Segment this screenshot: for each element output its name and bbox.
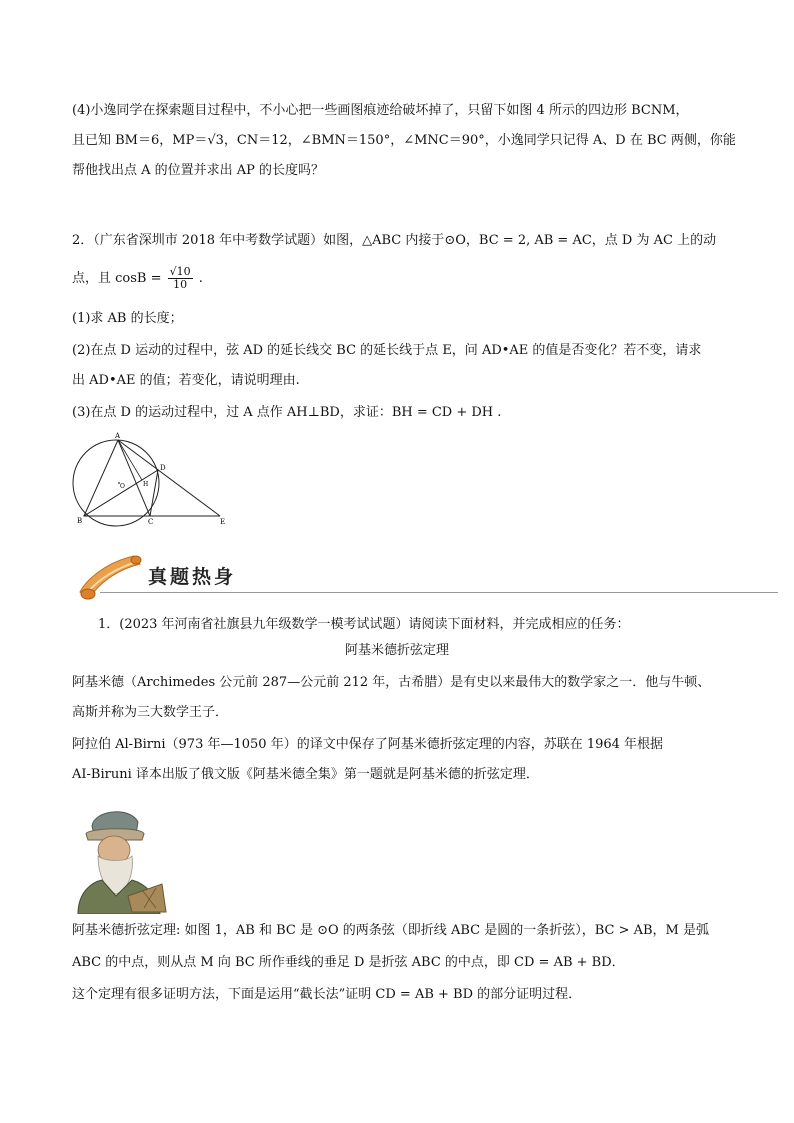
label-o: O (120, 483, 125, 490)
q-prev-part4-line3: 帮他找出点 A 的位置并求出 AP 的长度吗？ (72, 163, 325, 178)
label-a: A (115, 432, 121, 440)
label-d: D (160, 464, 166, 472)
triangle-abc (84, 440, 150, 516)
q1-p3b: ABC 的中点，则从点 M 向 BC 所作垂线的垂足 D 是折弦 ABC 的中点，即 CD = AB + BD． (72, 955, 625, 970)
geometry-figure (70, 428, 230, 528)
line-cd (150, 470, 158, 516)
q1-p2b: AI-Biruni 译本出版了俄文版《阿基米德全集》第一题就是阿基米德的折弦定理． (72, 767, 539, 782)
q2-sub1: (1)求 AB 的长度； (72, 311, 183, 326)
q1-p3a: 阿基米德折弦定理: 如图 1，AB 和 BC 是 ⊙O 的两条弦（即折线 ABC 是圆的一条折弦），BC > AB，M 是弧 (72, 923, 709, 938)
label-c: C (148, 518, 154, 526)
label-b: B (77, 517, 83, 525)
label-e: E (220, 518, 226, 526)
q1-p4: 这个定理有很多证明方法，下面是运用“截长法”证明 CD = AB + BD 的部分证明过程． (72, 987, 582, 1002)
q1-p1a: 阿基米德（Archimedes 公元前 287—公元前 212 年，古希腊）是有史以来最伟大的数学家之一．他与牛顿、 (72, 675, 711, 690)
q2-sub2b: 出 AD•AE 的值；若变化，请说明理由. (72, 373, 300, 388)
q2-line2 (72, 266, 203, 291)
q2-sub2a: (2)在点 D 运动的过程中，弦 AD 的延长线交 BC 的延长线于点 E，问 AD•AE 的值是否变化？若不变，请求 (72, 343, 702, 358)
q1-p1b: 高斯并称为三大数学王子． (72, 705, 229, 720)
archimedes-portrait (72, 804, 170, 914)
section-title: 真题热身 (148, 566, 237, 588)
q1-line1: 1．(2023 年河南省社旗县九年级数学一模考试试题）请阅读下面材料，并完成相应的任务： (98, 617, 630, 632)
q-prev-part4-line2: 且已知 BM＝6，MP＝√3，CN＝12，∠BMN＝150°，∠MNC＝90°，小逸同学只记得 A、D 在 BC 两侧，你能 (72, 133, 736, 148)
cos-fraction (168, 266, 193, 291)
q2-cos-prefix: 点，且 cosB = (72, 271, 162, 286)
q2-sub3: (3)在点 D 的运动过程中，过 A 点作 AH⊥BD，求证：BH = CD + DH . (72, 405, 502, 420)
q1-p2a: 阿拉伯 Al-Birni（973 年—1050 年）的译文中保存了阿基米德折弦定理的内容，苏联在 1964 年根据 (72, 737, 664, 752)
q-prev-part4-line1: (4)小逸同学在探索题目过程中，不小心把一些画图痕迹给破坏掉了，只留下如图 4 所示的四边形 BCNM， (72, 103, 689, 118)
q1-heading: 阿基米德折弦定理 (344, 643, 449, 658)
cos-numerator: √10 (169, 265, 191, 278)
label-h: H (143, 481, 149, 488)
q2-line1: 2．（广东省深圳市 2018 年中考数学试题）如图，△ABC 内接于⊙O，BC = 2, AB = AC，点 D 为 AC 上的动 (72, 233, 717, 248)
section-divider (100, 592, 778, 593)
cos-denominator: 10 (173, 278, 188, 291)
line-ae (118, 440, 220, 516)
q2-cos-suffix: . (198, 271, 203, 286)
